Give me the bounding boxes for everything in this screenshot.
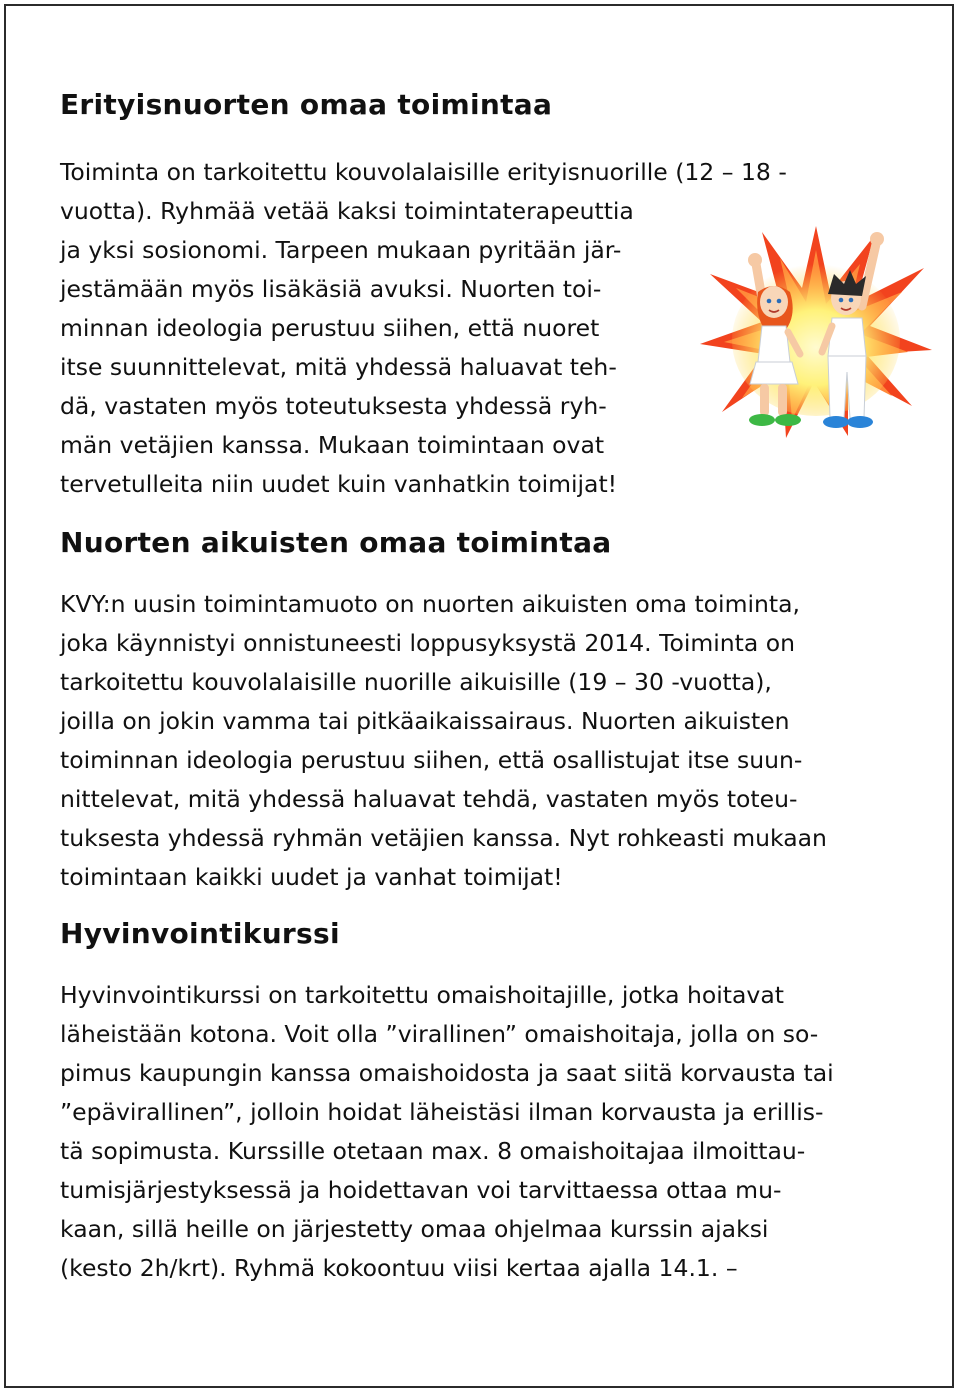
paragraph-line: nittelevat, mitä yhdessä haluavat tehdä, vastaten myös toteu-: [60, 785, 798, 813]
paragraph-line: Hyvinvointikurssi on tarkoitettu omaishoitajille, jotka hoitavat: [60, 981, 784, 1009]
paragraph-line: ”epävirallinen”, jolloin hoidat läheistäsi ilman korvausta ja erillis-: [60, 1098, 824, 1126]
paragraph-line: läheistään kotona. Voit olla ”virallinen” omaishoitaja, jolla on so-: [60, 1020, 819, 1048]
paragraph-line: jestämään myös lisäkäsiä avuksi. Nuorten toi-: [60, 275, 602, 303]
paragraph-line: joka käynnistyi onnistuneesti loppusyksystä 2014. Toiminta on: [60, 629, 796, 657]
cheering-youth-cartoon-icon: [698, 222, 934, 442]
paragraph-line: tumisjärjestyksessä ja hoidettavan voi tarvittaessa ottaa mu-: [60, 1176, 782, 1204]
paragraph-line: joilla on jokin vamma tai pitkäaikaissairaus. Nuorten aikuisten: [60, 707, 790, 735]
paragraph-line: män vetäjien kanssa. Mukaan toimintaan ovat: [60, 431, 605, 459]
paragraph-line: dä, vastaten myös toteutuksesta yhdessä ryh-: [60, 392, 607, 420]
paragraph-line: kaan, sillä heille on järjestetty omaa ohjelmaa kurssin ajaksi: [60, 1215, 769, 1243]
paragraph-line: tuksesta yhdessä ryhmän vetäjien kanssa. Nyt rohkeasti mukaan: [60, 824, 827, 852]
paragraph-line: tarkoitettu kouvolalaisille nuorille aikuisille (19 – 30 -vuotta),: [60, 668, 772, 696]
paragraph-line: itse suunnittelevat, mitä yhdessä haluavat teh-: [60, 353, 617, 381]
paragraph-line: vuotta). Ryhmää vetää kaksi toimintaterapeuttia: [60, 197, 634, 225]
paragraph-line: tä sopimusta. Kurssille otetaan max. 8 omaishoitajaa ilmoittau-: [60, 1137, 806, 1165]
paragraph-line: ja yksi sosionomi. Tarpeen mukaan pyritään jär-: [60, 236, 622, 264]
section-heading-hyvinvointikurssi: Hyvinvointikurssi: [60, 917, 340, 950]
paragraph-line: minnan ideologia perustuu siihen, että nuoret: [60, 314, 600, 342]
paragraph-line: tervetulleita niin uudet kuin vanhatkin toimijat!: [60, 470, 618, 498]
paragraph-line: (kesto 2h/krt). Ryhmä kokoontuu viisi kertaa ajalla 14.1. –: [60, 1254, 738, 1282]
paragraph-line: toiminnan ideologia perustuu siihen, että osallistujat itse suun-: [60, 746, 803, 774]
section-heading-erityisnuorten: Erityisnuorten omaa toimintaa: [60, 88, 553, 121]
paragraph-line: KVY:n uusin toimintamuoto on nuorten aikuisten oma toiminta,: [60, 590, 800, 618]
section-heading-nuorten-aikuisten: Nuorten aikuisten omaa toimintaa: [60, 526, 612, 559]
paragraph-line: toimintaan kaikki uudet ja vanhat toimijat!: [60, 863, 563, 891]
paragraph-line: pimus kaupungin kanssa omaishoidosta ja saat siitä korvausta tai: [60, 1059, 834, 1087]
paragraph-line: Toiminta on tarkoitettu kouvolalaisille erityisnuorille (12 – 18 -: [60, 158, 787, 186]
